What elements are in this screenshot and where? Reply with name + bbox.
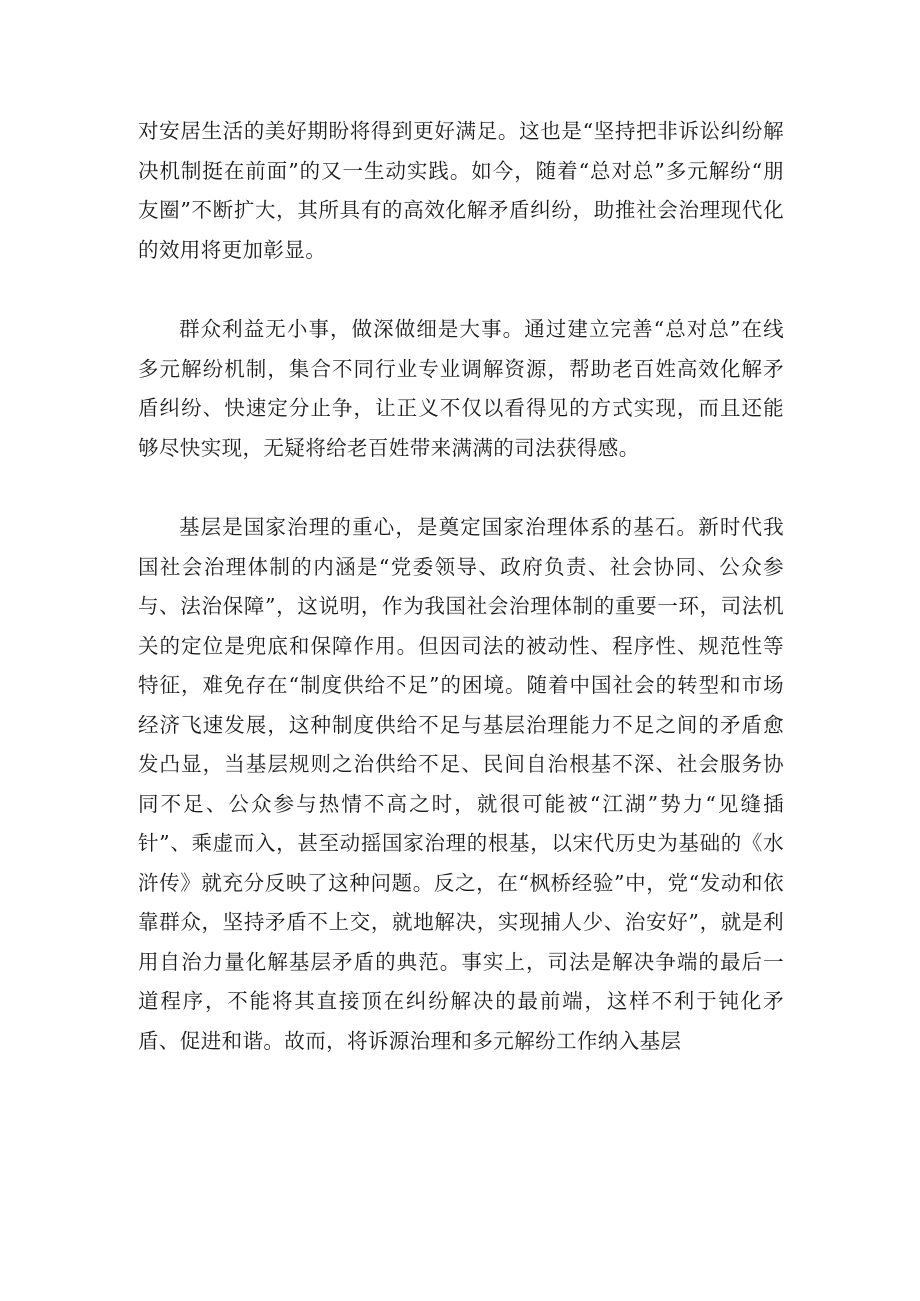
paragraph-3: 基层是国家治理的重心，是奠定国家治理体系的基石。新时代我国社会治理体制的内涵是“党委领导、政府负责、社会协同、公众参与、法治保障”，这说明，作为我国社会治理体制的重要一环，司法机关的定位是兜底和保障作用。但因司法的被动性、程序性、规范性等特征，难免存在“制度供给不足”的困境。随着中国社会的转型和市场经济飞速发展，这种制度供给不足与基层治理能力不足之间的矛盾愈发凸显，当基层规则之治供给不足、民间自治根基不深、社会服务协同不足、公众参与热情不高之时，就很可能被“江湖”势力“见缝插针”、乘虚而入，甚至动摇国家治理的根基，以宋代历史为基础的《水浒传》就充分反映了这种问题。反之，在“枫桥经验”中，党“发动和依靠群众，坚持矛盾不上交，就地解决，实现捕人少、治安好”，就是利用自治力量化解基层矛盾的典范。事实上，司法是解决争端的最后一道程序，不能将其直接顶在纠纷解决的最前端，这样不利于钝化矛盾、促进和谐。故而，将诉源治理和多元解纷工作纳入基层 [138, 515, 784, 1053]
paragraph-gap [138, 270, 784, 310]
document-body [138, 112, 784, 1061]
paragraph-gap [138, 468, 784, 508]
paragraph-1: 对安居生活的美好期盼将得到更好满足。这也是“坚持把非诉讼纠纷解决机制挺在前面”的又一生动实践。如今，随着“总对总”多元解纷“朋友圈”不断扩大，其所具有的高效化解矛盾纠纷，助推社会治理现代化的效用将更加彰显。 [138, 119, 784, 262]
paragraph-2: 群众利益无小事，做深做细是大事。通过建立完善“总对总”在线多元解纷机制，集合不同行业专业调解资源，帮助老百姓高效化解矛盾纠纷、快速定分止争，让正义不仅以看得见的方式实现，而且还能够尽快实现，无疑将给老百姓带来满满的司法获得感。 [138, 317, 784, 460]
